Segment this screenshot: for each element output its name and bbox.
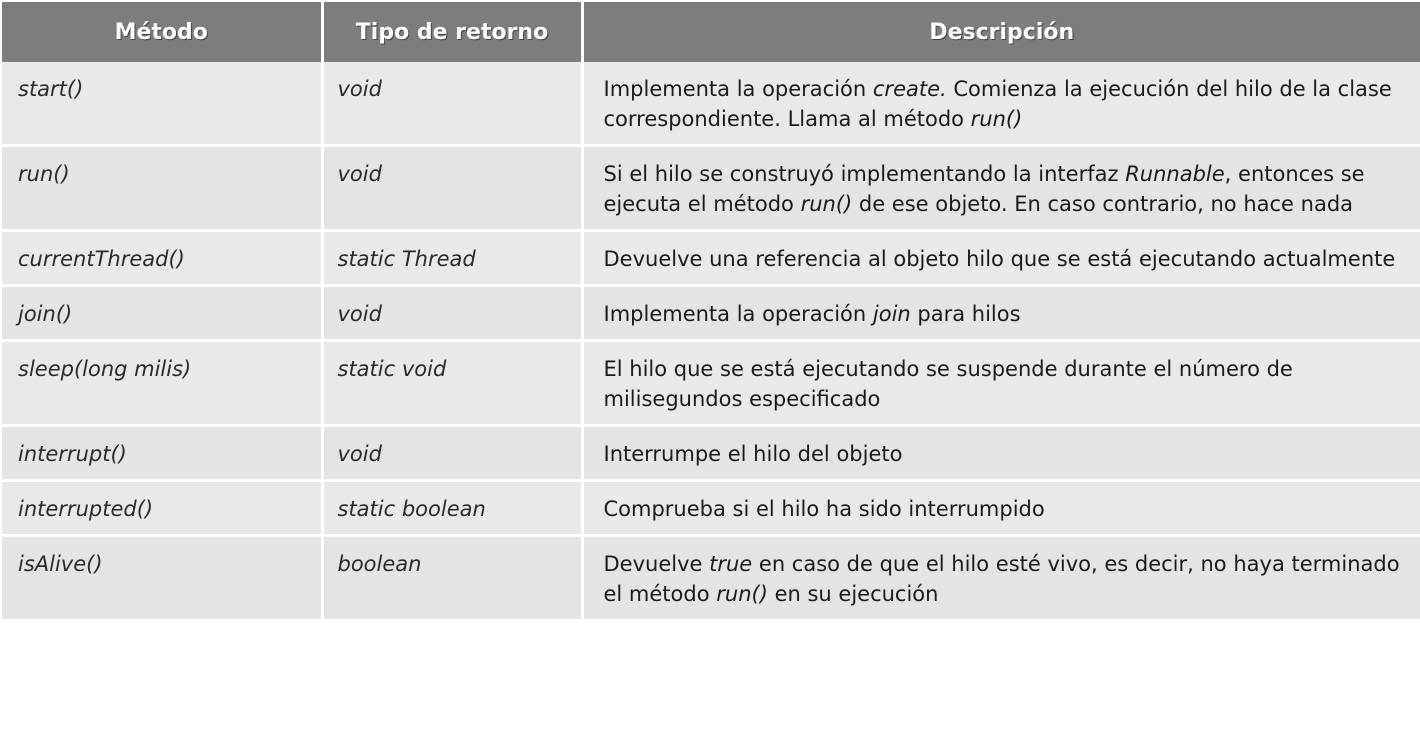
return-type-cell: static void: [322, 341, 582, 426]
method-cell: start(): [2, 62, 322, 146]
description-cell: [582, 231, 1420, 286]
description-emphasis: join: [872, 302, 911, 326]
table-row: [2, 62, 1420, 146]
description-cell: [582, 341, 1420, 426]
method-cell: interrupted(): [2, 481, 322, 536]
table-row: [2, 536, 1420, 621]
return-type-cell: boolean: [322, 536, 582, 621]
description-text: Comprueba si el hilo ha sido interrumpido: [603, 497, 1045, 521]
description-emphasis: true: [709, 552, 753, 576]
method-cell: join(): [2, 286, 322, 341]
return-type-cell: static Thread: [322, 231, 582, 286]
return-type-cell: void: [322, 426, 582, 481]
description-cell: [582, 481, 1420, 536]
description-cell: [582, 536, 1420, 621]
table-row: [2, 481, 1420, 536]
return-type-cell: void: [322, 286, 582, 341]
description-cell: [582, 146, 1420, 231]
method-cell: currentThread(): [2, 231, 322, 286]
method-cell: interrupt(): [2, 426, 322, 481]
description-text: para hilos: [910, 302, 1021, 326]
description-text: en caso de que el hilo esté vivo, es decir, no haya terminado el método: [603, 552, 1400, 606]
thread-methods-table: [2, 2, 1420, 622]
table-row: [2, 426, 1420, 481]
return-type-cell: static boolean: [322, 481, 582, 536]
header-method: Método: [2, 2, 322, 62]
description-text: Devuelve: [603, 552, 710, 576]
description-cell: [582, 426, 1420, 481]
table-row: [2, 341, 1420, 426]
table-row: [2, 286, 1420, 341]
table-body: [2, 62, 1420, 621]
method-cell: isAlive(): [2, 536, 322, 621]
description-text: Interrumpe el hilo del objeto: [603, 442, 903, 466]
table-header: [2, 2, 1420, 62]
table-row: [2, 231, 1420, 286]
description-text: en su ejecución: [767, 582, 939, 606]
description-cell: [582, 286, 1420, 341]
description-text: Comienza la ejecución del hilo de la clase correspondiente. Llama al método: [603, 77, 1392, 131]
description-emphasis: run(): [800, 192, 853, 216]
description-cell: [582, 62, 1420, 146]
description-text: Implementa la operación: [603, 302, 873, 326]
description-text: Devuelve una referencia al objeto hilo que se está ejecutando actualmente: [603, 247, 1396, 271]
table-row: [2, 146, 1420, 231]
header-row: [2, 2, 1420, 62]
return-type-cell: void: [322, 146, 582, 231]
description-emphasis: Runnable: [1125, 162, 1225, 186]
method-cell: sleep(long milis): [2, 341, 322, 426]
description-emphasis: run(): [716, 582, 768, 606]
return-type-cell: void: [322, 62, 582, 146]
header-description: Descripción: [582, 2, 1420, 62]
description-emphasis: run(): [970, 107, 1023, 131]
description-emphasis: create.: [872, 77, 947, 101]
method-cell: run(): [2, 146, 322, 231]
description-text: Implementa la operación: [603, 77, 873, 101]
description-text: de ese objeto. En caso contrario, no hace nada: [852, 192, 1354, 216]
description-text: El hilo que se está ejecutando se suspende durante el número de milisegundos especificado: [603, 357, 1293, 411]
description-text: , entonces se ejecuta el método: [603, 162, 1365, 216]
header-return-type: Tipo de retorno: [322, 2, 582, 62]
description-text: Si el hilo se construyó implementando la interfaz: [603, 162, 1126, 186]
